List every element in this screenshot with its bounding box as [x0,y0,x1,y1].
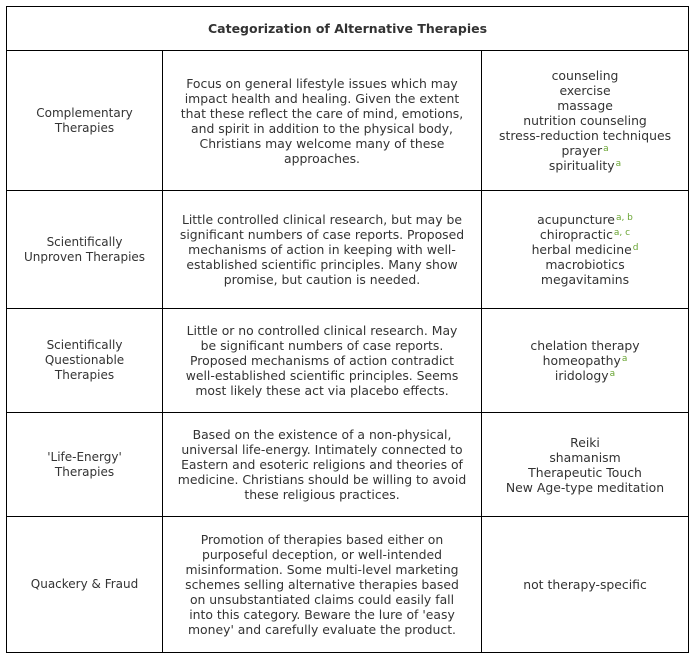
title-row [7,7,689,51]
footnote-marker: a, c [613,228,631,238]
example-item [488,353,682,368]
example-name: nutrition counseling [523,113,647,128]
footnote-marker: a, b [615,213,633,223]
footnote-marker: a [603,144,609,154]
example-name: prayer [561,143,603,158]
category-cell: Scientifically Unproven Therapies [7,191,163,309]
example-name: counseling [551,68,619,83]
example-item [488,368,682,383]
footnote-marker: a [615,159,622,169]
category-cell: Quackery & Fraud [7,517,163,653]
example-name: Therapeutic Touch [528,464,642,480]
example-item [488,113,682,128]
footnote-marker: d [632,243,639,253]
example-item [488,257,682,272]
examples-cell [482,51,689,191]
example-name: acupuncture [537,212,615,227]
example-name: New Age-type meditation [505,479,665,495]
category-cell: Complementary Therapies [7,51,163,191]
example-item [488,450,682,465]
description-cell: Based on the existence of a non-physical, universal life-energy. Intimately connected to Eastern and esoteric religions and theories of medicine. Christians should be willing to avoid these religious practices. [163,413,482,517]
example-name: spirituality [548,158,615,173]
example-item [488,83,682,98]
example-name: herbal medicine [531,242,632,257]
example-item [488,338,682,353]
footnote-marker: a [609,369,616,379]
examples-cell [482,413,689,517]
example-name: massage [557,98,613,113]
example-name: chelation therapy [530,338,640,353]
example-item [488,577,682,592]
table-title: Categorization of Alternative Therapies [7,7,689,51]
example-name: chiropractic [539,227,613,242]
description-cell: Focus on general lifestyle issues which may impact health and healing. Given the extent that these reflect the care of mind, emotions, and spirit in addition to the physical body, Christians may welcome many of these approaches. [163,51,482,191]
example-item [488,98,682,113]
example-name: iridology [554,368,609,383]
table-row [7,51,689,191]
example-name: exercise [559,83,611,98]
example-name: macrobiotics [545,257,625,272]
table-row [7,413,689,517]
description-cell: Little controlled clinical research, but may be significant numbers of case reports. Proposed mechanisms of action in keeping with well-established scientific principles. Many show promise, but caution is needed. [163,191,482,309]
table-row [7,191,689,309]
description-cell: Little or no controlled clinical research. May be significant numbers of case reports. Proposed mechanisms of action contradict well-established scientific principles. Seems most likely these act via placebo effects. [163,309,482,413]
example-item [488,158,682,173]
examples-cell [482,517,689,653]
examples-cell [482,191,689,309]
therapies-table [6,6,689,653]
example-item [488,480,682,495]
description-cell: Promotion of therapies based either on purposeful deception, or well-intended misinformation. Some multi-level marketing schemes selling alternative therapies based on unsubstantiated claims could easily fall into this category. Beware the lure of 'easy money' and carefully evaluate the product. [163,517,482,653]
example-name: megavitamins [540,272,630,287]
example-item [488,227,682,242]
example-item [488,143,682,158]
examples-cell [482,309,689,413]
category-cell: Scientifically Questionable Therapies [7,309,163,413]
example-item [488,272,682,287]
table-row [7,517,689,653]
example-item [488,242,682,257]
example-name: shamanism [549,449,621,465]
example-name: not therapy-specific [523,577,647,592]
example-name: homeopathy [542,353,621,368]
example-item [488,465,682,480]
example-item [488,435,682,450]
example-name: Reiki [570,434,600,450]
table-row [7,309,689,413]
footnote-marker: a [621,354,628,364]
example-item [488,68,682,83]
example-name: stress-reduction techniques [499,128,672,143]
example-item [488,212,682,227]
example-item [488,128,682,143]
category-cell: 'Life-Energy' Therapies [7,413,163,517]
